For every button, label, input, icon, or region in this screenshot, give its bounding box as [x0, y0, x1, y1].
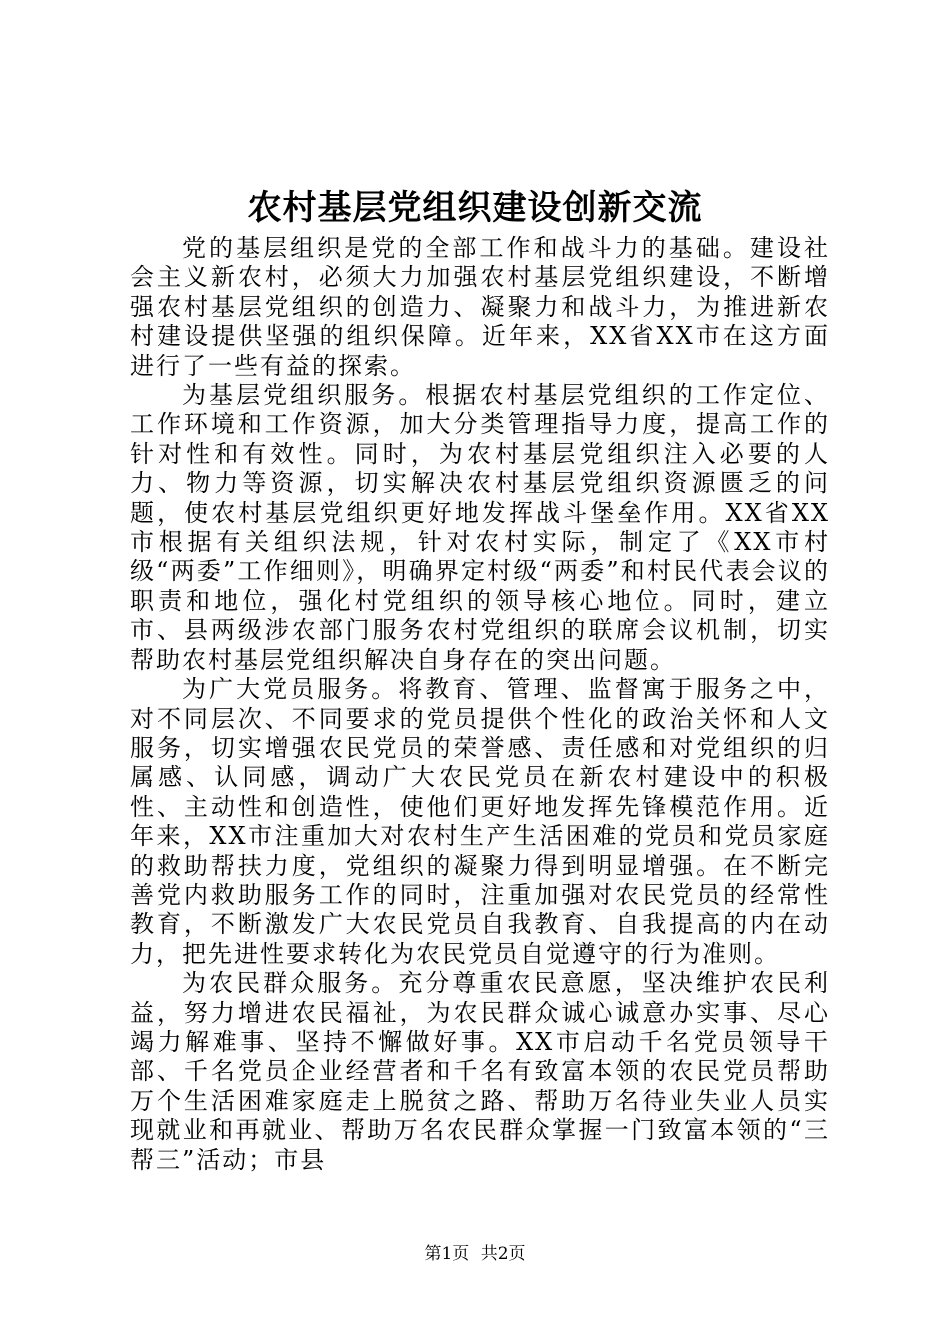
page-number-current: 第1页 — [424, 1244, 470, 1264]
document-body — [130, 234, 830, 1175]
page-footer — [0, 1242, 950, 1266]
paragraph: 为基层党组织服务。根据农村基层党组织的工作定位、工作环境和工作资源，加大分类管理指导力度，提高工作的针对性和有效性。同时，为农村基层党组织注入必要的人力、物力等资源，切实解决农村基层党组织资源匮乏的问题，使农村基层党组织更好地发挥战斗堡垒作用。XX省XX市根据有关组织法规，针对农村实际，制定了《XX市村级“两委”工作细则》，明确界定村级“两委”和村民代表会议的职责和地位，强化村党组织的领导核心地位。同时，建立市、县两级涉农部门服务农村党组织的联席会议机制，切实帮助农村基层党组织解决自身存在的突出问题。 — [130, 381, 830, 674]
paragraph: 为农民群众服务。充分尊重农民意愿，坚决维护农民利益，努力增进农民福祉，为农民群众诚心诚意办实事、尽心竭力解难事、坚持不懈做好事。XX市启动千名党员领导干部、千名党员企业经营者和千名有致富本领的农民党员帮助万个生活困难家庭走上脱贫之路、帮助万名待业失业人员实现就业和再就业、帮助万名农民群众掌握一门致富本领的“三帮三”活动；市县 — [130, 969, 830, 1174]
page-number-total: 共2页 — [480, 1244, 526, 1264]
paragraph: 党的基层组织是党的全部工作和战斗力的基础。建设社会主义新农村，必须大力加强农村基层党组织建设，不断增强农村基层党组织的创造力、凝聚力和战斗力，为推进新农村建设提供坚强的组织保障。近年来，XX省XX市在这方面进行了一些有益的探索。 — [130, 234, 830, 380]
document-title: 农村基层党组织建设创新交流 — [247, 188, 703, 228]
paragraph: 为广大党员服务。将教育、管理、监督寓于服务之中，对不同层次、不同要求的党员提供个性化的政治关怀和人文服务，切实增强农民党员的荣誉感、责任感和对党组织的归属感、认同感，调动广大农民党员在新农村建设中的积极性、主动性和创造性，使他们更好地发挥先锋模范作用。近年来，XX市注重加大对农村生产生活困难的党员和党员家庭的救助帮扶力度，党组织的凝聚力得到明显增强。在不断完善党内救助服务工作的同时，注重加强对农民党员的经常性教育，不断激发广大农民党员自我教育、自我提高的内在动力，把先进性要求转化为农民党员自觉遵守的行为准则。 — [130, 675, 830, 968]
